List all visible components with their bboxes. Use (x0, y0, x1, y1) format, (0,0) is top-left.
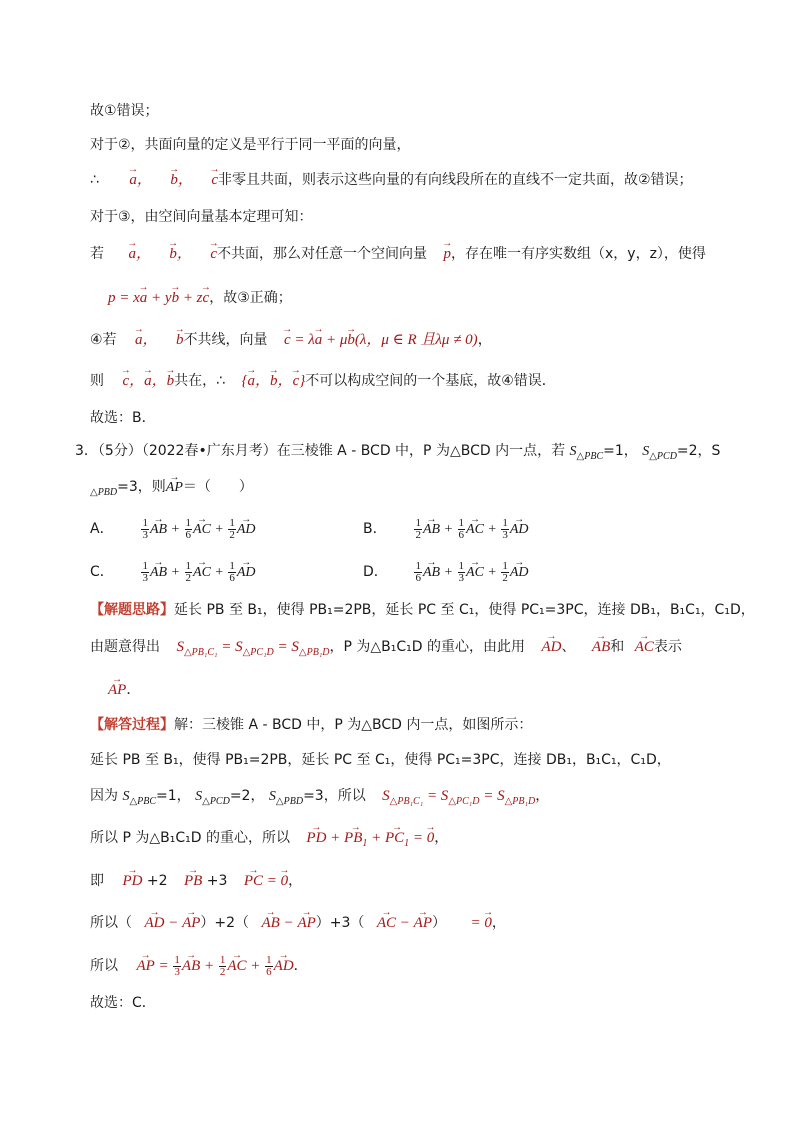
text-line: 若 → a， → b， → c不共面，那么对任意一个空间向量 → p，存在唯一有序实数组（x，y，z），使得 (90, 244, 706, 264)
text-line: 则 → c，→ a，→ b共在，∴ {→ a，→ b，→ c}不可以构成空间的一个基底，故④错误． (90, 371, 556, 391)
option-a[interactable]: A． $\frac{1}{3}$ → AB + $\frac{1}{6}$ → AC + $\frac{1}{2}$ → AD (90, 518, 256, 541)
solution-process: 【解答过程】解：三棱锥 A - BCD 中，P 为△BCD 内一点，如图所示： (90, 717, 533, 733)
text-line: 延长 PB 至 B₁，使得 PB₁=2PB，延长 PC 至 C₁，使得 PC₁=3PC，连接 DB₁，B₁C₁，C₁D， (90, 752, 671, 768)
statement-text: 不可以构成空间的一个基底，故④错误． (305, 373, 556, 389)
question-stem: 3．（5分）（2022春•广东月考）在三棱锥 A - BCD 中，P 为△BCD 内一点，若 $S_{\triangle PBC}=1$， $S_{\triangle PCD}=2$，S (75, 443, 721, 462)
then-text: 则 (90, 373, 104, 389)
text-line: 故①错误； (90, 103, 159, 119)
text-line: 因为 $S_{\triangle PBC}=1$， $S_{\triangle PCD}=2$， $S_{\triangle PBD}=3$，所以 $S_{\triangle PB_1C_1} = S_{\triangle PC_1D} = S_{\triangle PB_1D}$， (90, 788, 550, 807)
statement-text: ，故③正确； (209, 290, 292, 306)
process-tag: 【解答过程】 (90, 717, 174, 733)
text-line: ④若 → a， → b不共线，向量 → c = λ→ a + μ→ b(λ，μ ∈ R 且λμ ≠ 0)， (90, 330, 492, 350)
option-d[interactable]: D． $\frac{1}{6}$ → AB + $\frac{1}{3}$ → AC + $\frac{1}{2}$ → AD (363, 561, 529, 584)
text-line: 对于②，共面向量的定义是平行于同一平面的向量， (90, 137, 411, 153)
solution-idea-end: → AP． (108, 680, 140, 700)
item-4-label: ④若 (90, 332, 117, 348)
statement-text: 共在，∴ (174, 373, 226, 389)
statement-text: ，存在唯一有序实数组（x，y，z），使得 (451, 246, 706, 262)
statement-text: 非零且共面，则表示这些向量的有向线段所在的直线不一定共面，故②错误； (217, 172, 693, 188)
question-stem-cont: $_{\triangle PBD}$=3，则→ AP＝（ ） (90, 477, 253, 503)
statement-text: 不共面，那么对任意一个空间向量 (217, 246, 428, 262)
text-line: 即 → PD +2 → PB +3 → PC = → 0， (90, 871, 302, 891)
answer-line: 故选：C． (90, 995, 156, 1011)
option-b[interactable]: B． $\frac{1}{2}$ → AB + $\frac{1}{6}$ → AC + $\frac{1}{3}$ → AD (363, 518, 529, 541)
answer-line: 故选：B． (90, 410, 156, 426)
question-number: 3． (75, 443, 98, 459)
therefore-symbol: ∴ (90, 172, 99, 188)
solution-idea: 【解题思路】延长 PB 至 B₁，使得 PB₁=2PB，延长 PC 至 C₁，使得 PC₁=3PC，连接 DB₁，B₁C₁，C₁D， (90, 602, 755, 618)
text-line: 所以（ → AD − → AP）+2（ → AB − → AP）+3（ → AC − → AP） = → 0， (90, 913, 506, 933)
statement-text: 不共线，向量 (183, 332, 268, 348)
idea-tag: 【解题思路】 (90, 602, 174, 618)
formula-line: p = x→ a + y→ b + z→ c，故③正确； (108, 288, 292, 308)
text-line: 所以 → AP = $\frac{1}{3}$ → AB + $\frac{1}{2}$ → AC + $\frac{1}{6}$ → AD． (90, 955, 308, 978)
text-line: 所以 P 为△B₁C₁D 的重心，所以 → PD + → $PB_1$ + → $PC_1$ = → 0， (90, 828, 448, 854)
solution-idea-cont: 由题意得出 $S_{\triangle PB_1C_1} = S_{\triangle PC_1D} = S_{\triangle PB_1D}$，P 为△B₁C₁D 的重心，由此用 → AD、 → AB和 → AC表示 (90, 637, 682, 663)
text-line: ∴ → a， → b， → c非零且共面，则表示这些向量的有向线段所在的直线不一定共面，故②错误； (90, 170, 693, 190)
text-line: 对于③，由空间向量基本定理可知： (90, 209, 313, 225)
if-text: 若 (90, 246, 104, 262)
option-c[interactable]: C． $\frac{1}{3}$ → AB + $\frac{1}{2}$ → AC + $\frac{1}{6}$ → AD (90, 561, 256, 584)
